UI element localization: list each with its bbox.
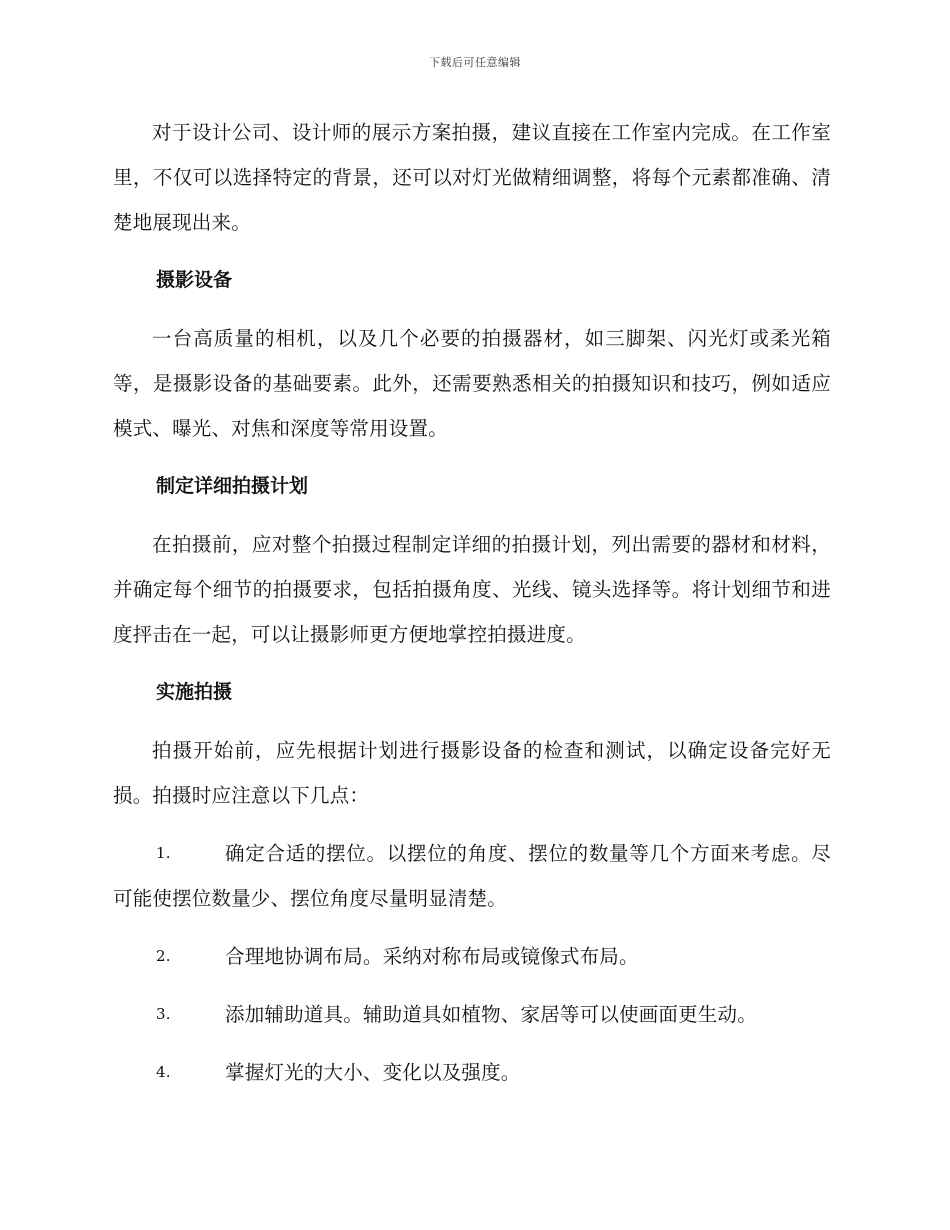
list-number: 4. — [156, 1063, 171, 1081]
intro-paragraph: 对于设计公司、设计师的展示方案拍摄，建议直接在工作室内完成。在工作室里，不仅可以选择特定的背景，还可以对灯光做精细调整，将每个元素都准确、清楚地展现出来。 — [113, 121, 831, 234]
shoot-heading: 实施拍摄 — [156, 681, 233, 703]
list-item — [113, 1050, 831, 1095]
list-text: 确定合适的摆位。以摆位的角度、摆位的数量等几个方面来考虑。尽可能使摆位数量少、摆位角度尽量明显清楚。 — [113, 842, 831, 910]
list-item — [113, 934, 831, 979]
list-text: 掌握灯光的大小、变化以及强度。 — [225, 1061, 521, 1084]
document-body — [113, 110, 831, 1108]
equipment-paragraph: 一台高质量的相机，以及几个必要的拍摄器材，如三脚架、闪光灯或柔光箱等，是摄影设备的基础要素。此外，还需要熟悉相关的拍摄知识和技巧，例如适应模式、曝光、对焦和深度等常用设置。 — [113, 327, 831, 440]
list-number: 3. — [156, 1005, 171, 1023]
equipment-heading: 摄影设备 — [156, 269, 233, 291]
list-item — [113, 831, 831, 921]
list-number: 1. — [156, 844, 171, 862]
shoot-paragraph: 拍摄开始前，应先根据计划进行摄影设备的检查和测试，以确定设备完好无损。拍摄时应注意以下几点： — [113, 739, 831, 807]
plan-paragraph: 在拍摄前，应对整个拍摄过程制定详细的拍摄计划，列出需要的器材和材料，并确定每个细节的拍摄要求，包括拍摄角度、光线、镜头选择等。将计划细节和进度抨击在一起，可以让摄影师更方便地掌控拍摄进度。 — [113, 533, 831, 646]
list-number: 2. — [156, 947, 171, 965]
list-item — [113, 992, 831, 1037]
header-note: 下载后可任意编辑 — [429, 56, 521, 69]
tips-list — [113, 831, 831, 1095]
plan-heading: 制定详细拍摄计划 — [156, 475, 309, 497]
list-text: 合理地协调布局。采纳对称布局或镜像式布局。 — [225, 945, 639, 968]
list-text: 添加辅助道具。辅助道具如植物、家居等可以使画面更生动。 — [225, 1003, 757, 1026]
